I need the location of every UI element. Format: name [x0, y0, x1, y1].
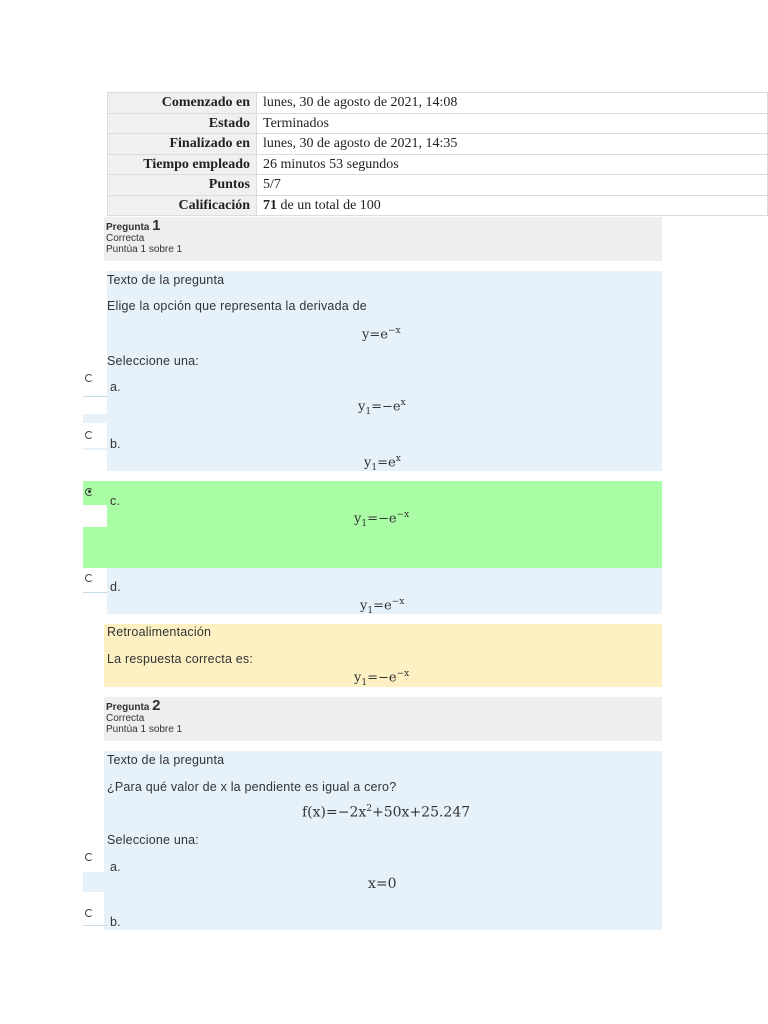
question-text-label: Texto de la pregunta [107, 753, 225, 767]
formula-exponent: −x [396, 669, 410, 679]
formula-lhs: y [354, 511, 362, 527]
formula-lhs: y [360, 598, 368, 614]
question-grade: Puntúa 1 sobre 1 [106, 244, 183, 255]
summary-label: Tiempo empleado [108, 154, 257, 175]
formula-rhs: =e [377, 455, 396, 471]
summary-row [108, 113, 768, 134]
summary-row [108, 195, 768, 216]
option-b-letter[interactable]: b. [110, 915, 121, 929]
summary-label: Finalizado en [108, 134, 257, 155]
summary-value: lunes, 30 de agosto de 2021, 14:08 [257, 93, 768, 114]
feedback-text: La respuesta correcta es: [107, 652, 254, 666]
question-state: Correcta [106, 713, 145, 724]
option-c-radio-selected[interactable] [85, 487, 95, 497]
question-title: Pregunta [106, 222, 150, 233]
question-prompt: ¿Para qué valor de x la pendiente es igual a cero? [107, 780, 397, 794]
option-d-letter[interactable]: d. [110, 580, 121, 594]
formula-sub: 1 [371, 462, 378, 473]
formula-exponent: −x [387, 326, 401, 336]
option-d-formula [360, 597, 404, 616]
summary-value: 26 minutos 53 segundos [257, 154, 768, 175]
summary-row [108, 93, 768, 114]
option-a-letter[interactable]: a. [110, 860, 121, 874]
formula-exponent: −x [391, 597, 405, 607]
option-a-radio[interactable] [85, 373, 95, 383]
formula-sub: 1 [365, 406, 372, 417]
summary-row [108, 154, 768, 175]
question-formula [362, 326, 401, 342]
question-state: Correcta [106, 233, 145, 244]
question-formula [302, 804, 470, 821]
select-label: Seleccione una: [107, 354, 199, 368]
formula-lhs: y [364, 455, 372, 471]
option-a-formula [358, 398, 406, 417]
formula-exponent: x [395, 454, 401, 464]
formula-lhs: y [358, 399, 366, 415]
formula-base: y=e [362, 327, 388, 343]
summary-row [108, 175, 768, 196]
question-1-header [104, 217, 662, 261]
formula-exponent: −x [396, 510, 410, 520]
question-number: 1 [152, 217, 161, 234]
feedback-label: Retroalimentación [107, 625, 212, 639]
option-b-letter[interactable]: b. [110, 437, 121, 451]
formula-part: +50x+25.247 [372, 804, 471, 821]
formula-rhs: =e [373, 598, 392, 614]
option-b-radio[interactable] [85, 908, 95, 918]
summary-label: Estado [108, 113, 257, 134]
option-d-radio[interactable] [85, 573, 95, 583]
question-2-header [104, 697, 662, 741]
summary-value: lunes, 30 de agosto de 2021, 14:35 [257, 134, 768, 155]
summary-row [108, 134, 768, 155]
formula-sub: 1 [361, 518, 368, 529]
option-b-radio[interactable] [85, 430, 95, 440]
option-a-letter[interactable]: a. [110, 380, 121, 394]
question-grade: Puntúa 1 sobre 1 [106, 724, 183, 735]
question-text-label: Texto de la pregunta [107, 273, 225, 287]
option-c-letter[interactable]: c. [110, 494, 121, 508]
formula-exponent: 2 [366, 804, 372, 814]
attempt-summary-table [107, 92, 768, 216]
formula-exponent: x [400, 398, 406, 408]
formula-part: f(x)=−2x [302, 804, 367, 821]
summary-label: Calificación [108, 195, 257, 216]
summary-value: Terminados [257, 113, 768, 134]
question-prompt: Elige la opción que representa la derivada de [107, 299, 367, 313]
formula-lhs: y [354, 670, 362, 686]
option-b-formula [364, 454, 401, 473]
grade-score: 71 [263, 197, 277, 213]
feedback-formula [354, 669, 409, 688]
select-label: Seleccione una: [107, 833, 199, 847]
summary-value [257, 195, 768, 216]
grade-total: de un total de 100 [277, 197, 381, 213]
formula-rhs: =−e [367, 670, 397, 686]
option-c-formula [354, 510, 409, 529]
formula-rhs: =−e [371, 399, 401, 415]
summary-value: 5/7 [257, 175, 768, 196]
option-a-radio[interactable] [85, 852, 95, 862]
summary-label: Comenzado en [108, 93, 257, 114]
question-number: 2 [152, 697, 161, 714]
formula-sub: 1 [367, 605, 374, 616]
option-a-formula: x=0 [368, 876, 397, 892]
formula-rhs: =−e [367, 511, 397, 527]
question-title: Pregunta [106, 702, 150, 713]
summary-label: Puntos [108, 175, 257, 196]
formula-sub: 1 [361, 677, 368, 688]
